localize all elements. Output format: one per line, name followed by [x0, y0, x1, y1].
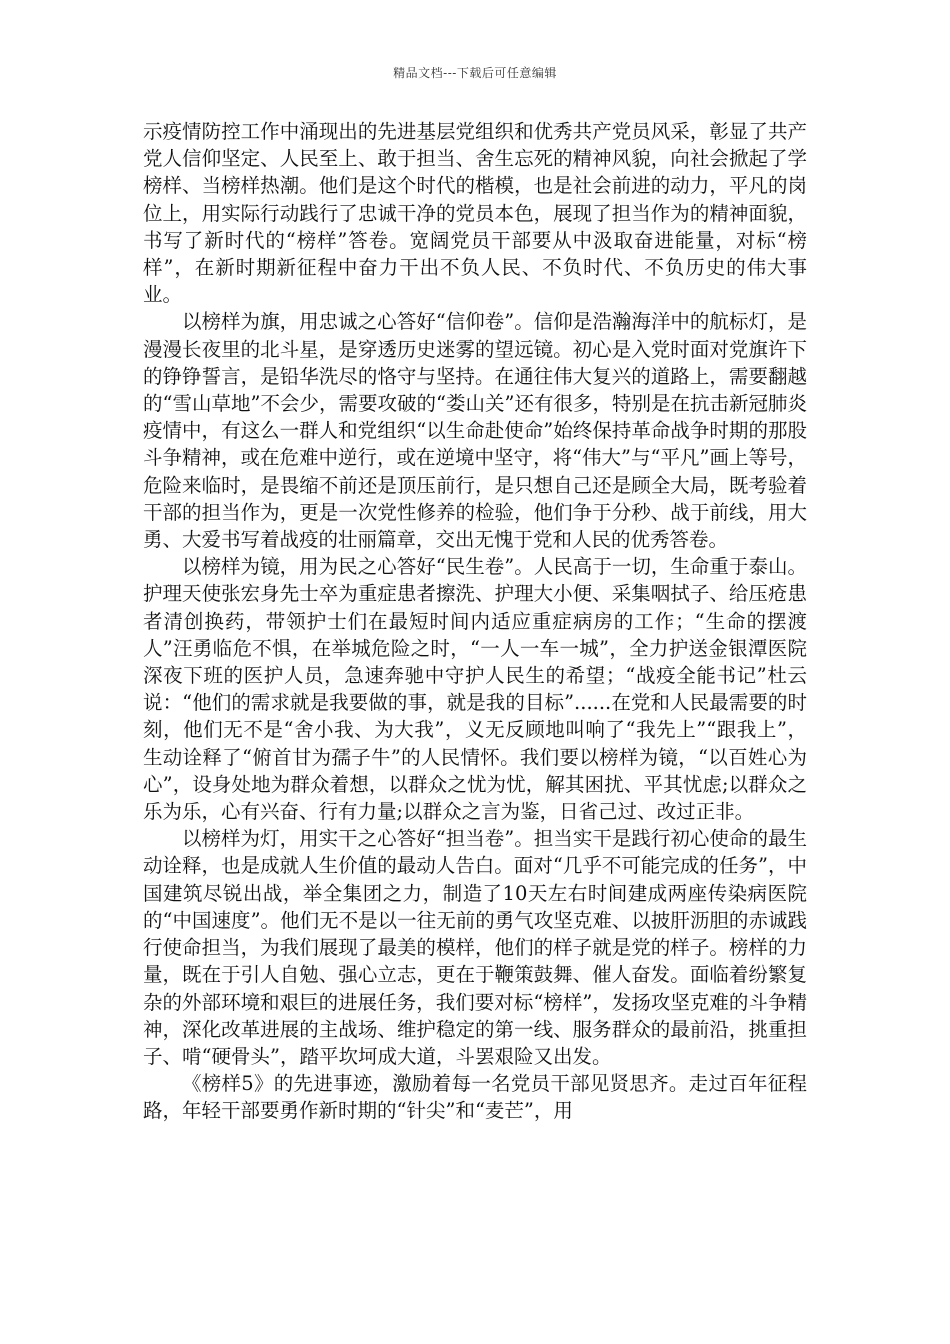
paragraph-responsibility: 以榜样为灯，用实干之心答好“担当卷”。担当实干是践行初心使命的最生动诠释，也是成就人生价值的最动人告白。面对“几乎不可能完成的任务”，中国建筑尽锐出战，举全集团之力，制造了10天左右时间建成两座传染病医院的“中国速度”。他们无不是以一往无前的勇气攻坚克难、以披肝沥胆的赤诚践行使命担当，为我们展现了最美的模样，他们的样子就是党的样子。榜样的力量，既在于引人自勉、强心立志，更在于鞭策鼓舞、催人奋发。面临着纷繁复杂的外部环境和艰巨的进展任务，我们要对标“榜样”，发扬攻坚克难的斗争精神，深化改革进展的主战场、维护稳定的第一线、服务群众的最前沿，挑重担子、啃“硬骨头”，踏平坎坷成大道，斗罢艰险又出发。: [143, 827, 807, 1068]
paragraph-faith: 以榜样为旗，用忠诚之心答好“信仰卷”。信仰是浩瀚海洋中的航标灯，是漫漫长夜里的北斗星，是穿透历史迷雾的望远镜。初心是入党时面对党旗许下的铮铮誓言，是铅华洗尽的恪守与坚持。在通往伟大复兴的道路上，需要翻越的“雪山草地”不会少，需要攻破的“娄山关”还有很多，特别是在抗击新冠肺炎疫情中，有这么一群人和党组织“以生命赴使命”始终保持革命战争时期的那股斗争精神，或在危难中逆行，或在逆境中坚守，将“伟大”与“平凡”画上等号，危险来临时，是畏缩不前还是顶压前行，是只想自己还是顾全大局，既考验着干部的担当作为，更是一次党性修养的检验，他们争于分秒、战于前线，用大勇、大爱书写着战疫的壮丽篇章，交出无愧于党和人民的优秀答卷。: [143, 310, 807, 552]
paragraph-intro: 示疫情防控工作中涌现出的先进基层党组织和优秀共产党员风采，彰显了共产党人信仰坚定、人民至上、敢于担当、舍生忘死的精神风貌，向社会掀起了学榜样、当榜样热潮。他们是这个时代的楷模，也是社会前进的动力，平凡的岗位上，用实际行动践行了忠诚干净的党员本色，展现了担当作为的精神面貌，书写了新时代的“榜样”答卷。宽阔党员干部要从中汲取奋进能量，对标“榜样”，在新时期新征程中奋力干出不负人民、不负时代、不负历史的伟大事业。: [143, 120, 807, 307]
page-header: 精品文档---下载后可任意编辑: [393, 66, 557, 80]
paragraph-closing: 《榜样5》的先进事迹，激励着每一名党员干部见贤思齐。走过百年征程路，年轻干部要勇作新时期的“针尖”和“麦芒”，用: [143, 1072, 807, 1123]
document-body: [143, 118, 807, 1125]
paragraph-livelihood: 以榜样为镜，用为民之心答好“民生卷”。人民高于一切，生命重于泰山。护理天使张宏身先士卒为重症患者擦洗、护理大小便、采集咽拭子、给压疮患者清创换药，带领护士们在最短时间内适应重症病房的工作；“生命的摆渡人”汪勇临危不惧，在举城危险之时，“一人一车一城”，全力护送金银潭医院深夜下班的医护人员，急速奔驰中守护人民生的希望；“战疫全能书记”杜云说：“他们的需求就是我要做的事，就是我的目标”......在党和人民最需要的时刻，他们无不是“舍小我、为大我”，义无反顾地叫响了“我先上”“跟我上”，生动诠释了“俯首甘为孺子牛”的人民情怀。我们要以榜样为镜，“以百姓心为心”，设身处地为群众着想，以群众之忧为忧，解其困扰、平其忧虑;以群众之乐为乐，心有兴奋、行有力量;以群众之言为鉴，日省己过、改过正非。: [143, 555, 807, 824]
